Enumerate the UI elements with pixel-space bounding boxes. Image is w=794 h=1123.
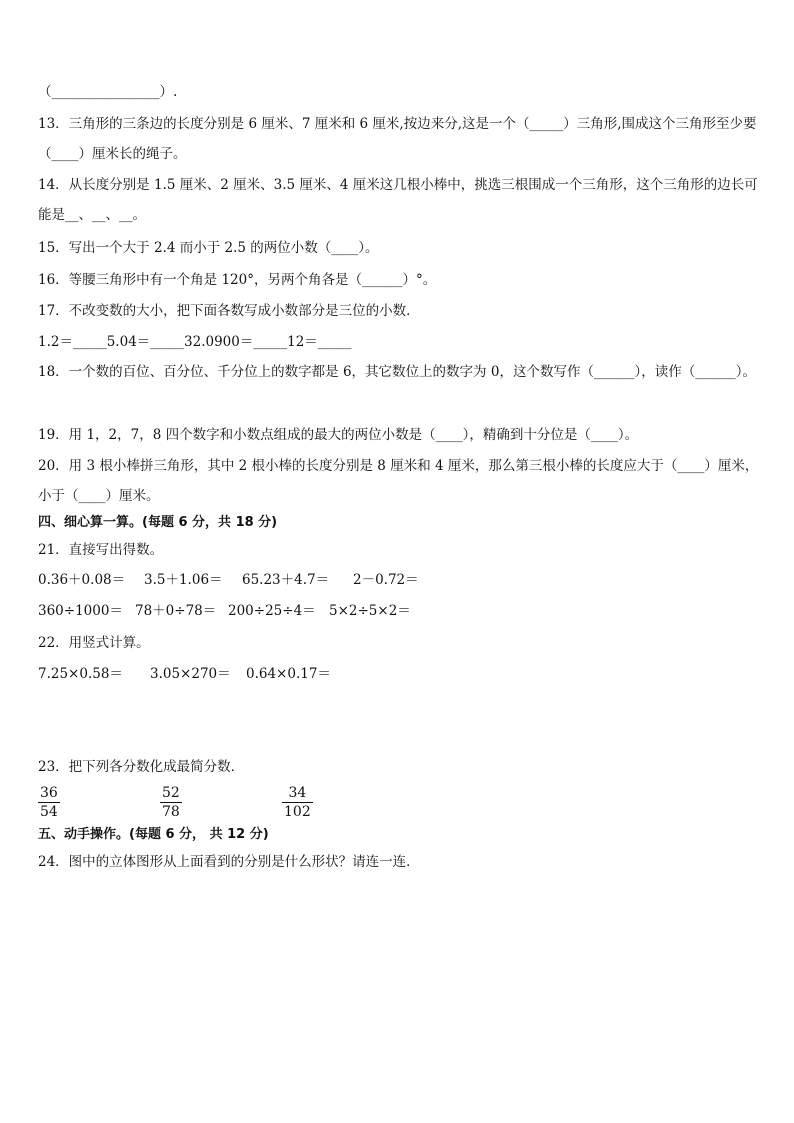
question-19: 19．用 1，2，7，8 四个数字和小数点组成的最大的两位小数是（____），精确到十分位是（____）。 [38, 427, 639, 443]
calc-item: 5×2÷5×2＝ [329, 603, 411, 619]
calc-item: 2－0.72＝ [353, 572, 419, 588]
question-17-items: 1.2＝_____5.04＝_____32.0900＝_____12＝_____ [38, 334, 352, 350]
fraction [282, 784, 313, 821]
section-4-heading: 四、细心算一算。(每题 6 分，共 18 分) [38, 515, 278, 530]
question-18: 18．一个数的百位、百分位、千分位上的数字都是 6，其它数位上的数字为 0，这个数写作（______），读作（______）。 [38, 364, 756, 380]
vertical-calc-item: 3.05×270＝ [150, 666, 231, 682]
fraction [38, 784, 60, 821]
question-15: 15．写出一个大于 2.4 而小于 2.5 的两位小数（____）。 [38, 240, 379, 256]
fraction-numerator: 36 [40, 785, 58, 801]
fraction-denominator: 78 [162, 804, 180, 820]
calc-item: 360÷1000＝ [38, 603, 123, 619]
fraction-denominator: 54 [40, 804, 58, 820]
fraction [160, 784, 182, 821]
vertical-calc-item: 7.25×0.58＝ [38, 666, 123, 682]
calc-item: 0.36＋0.08＝ [38, 572, 126, 588]
fraction-numerator: 34 [288, 785, 307, 801]
question-24: 24．图中的立体图形从上面看到的分别是什么形状？请连一连． [38, 854, 420, 870]
calc-item: 3.5＋1.06＝ [144, 572, 223, 588]
fraction-denominator: 102 [284, 804, 311, 820]
vertical-calc-item: 0.64×0.17＝ [246, 666, 331, 682]
question-17: 17．不改变数的大小，把下面各数写成小数部分是三位的小数． [38, 303, 420, 319]
question-14: 14．从长度分别是 1.5 厘米、2 厘米、3.5 厘米、4 厘米这几根小棒中，挑选三根围成一个三角形，这个三角形的边长可能是__、__、__。 [38, 177, 758, 223]
question-13: 13．三角形的三条边的长度分别是 6 厘米、7 厘米和 6 厘米,按边来分,这是一个（_____）三角形,围成这个三角形至少要（____）厘米长的绳子。 [38, 116, 757, 162]
fraction-numerator: 52 [162, 785, 180, 801]
section-5-heading: 五、动手操作。(每题 6 分， 共 12 分) [38, 827, 269, 842]
question-12-answer-tail: （________________）. [38, 84, 178, 100]
question-21: 21．直接写出得数。 [38, 542, 164, 558]
question-16: 16．等腰三角形中有一个角是 120°，另两个角各是（______）°。 [38, 272, 437, 288]
question-22: 22．用竖式计算。 [38, 635, 150, 651]
calc-item: 65.23＋4.7＝ [242, 572, 330, 588]
question-20: 20．用 3 根小棒拼三角形，其中 2 根小棒的长度分别是 8 厘米和 4 厘米，那么第三根小棒的长度应大于（____）厘米，小于（____）厘米。 [38, 458, 759, 504]
calc-item: 200÷25÷4＝ [228, 603, 316, 619]
calc-item: 78＋0÷78＝ [135, 603, 217, 619]
question-23: 23．把下列各分数化成最简分数． [38, 759, 245, 775]
